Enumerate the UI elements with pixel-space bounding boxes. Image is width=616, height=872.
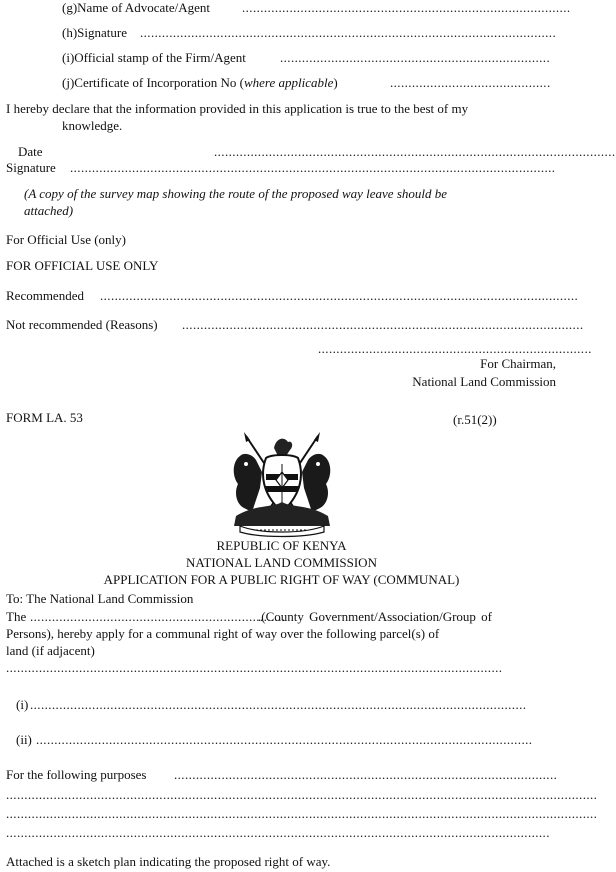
survey-map-note-line-1: (A copy of the survey map showing the route of the proposed way leave should be — [24, 186, 448, 201]
parcel-item-ii-line: ........................................................................................................................................ — [36, 732, 533, 747]
applicant-type-text: .(County Government/Association/Group of — [258, 609, 492, 624]
declaration-line-2: knowledge. — [62, 118, 123, 133]
parcel-line: ........................................................................................................................................ — [6, 660, 503, 675]
signature-label: Signature — [6, 160, 56, 175]
recommended-label: Recommended — [6, 288, 84, 303]
official-use-heading: FOR OFFICIAL USE ONLY — [6, 258, 159, 273]
not-recommended-line: .............................................................................................................. — [182, 317, 584, 332]
field-advocate-name-label: (g)Name of Advocate/Agent — [62, 0, 211, 15]
commission-heading: NATIONAL LAND COMMISSION — [186, 555, 377, 570]
republic-heading: REPUBLIC OF KENYA — [216, 538, 347, 553]
application-title: APPLICATION FOR A PUBLIC RIGHT OF WAY (COMMUNAL) — [103, 572, 460, 587]
applicant-label: The — [6, 609, 27, 624]
declaration-line-1: I hereby declare that the information provided in this application is true to the best of my — [6, 101, 469, 116]
parcel-item-i-label: (i) — [16, 697, 29, 712]
purposes-line-2: .................................................................................................................................................................. — [6, 787, 598, 802]
chairman-signature-line: ........................................................................... — [318, 341, 592, 356]
field-signature-line: .................................................................................................................. — [140, 25, 557, 40]
field-official-stamp-line: .......................................................................... — [280, 50, 551, 65]
parcel-item-ii-label: (ii) — [16, 732, 32, 747]
applicant-name-line: ...................................................................... — [30, 609, 286, 624]
purposes-line-4: ..................................................................................................................................................... — [6, 825, 550, 840]
signature-line: ..................................................................................................................................... — [70, 160, 556, 175]
coat-of-arms-emblem — [226, 428, 338, 536]
parcel-item-i-line: ........................................................................................................................................ — [30, 697, 527, 712]
field-certificate-line: ............................................ — [390, 75, 551, 90]
date-line: .............................................................................................................. — [214, 144, 616, 159]
for-chairman-label: For Chairman, — [480, 356, 556, 371]
official-use-label: For Official Use (only) — [6, 232, 126, 247]
application-body-line-2: Persons), hereby apply for a communal right of way over the following parcel(s) of — [6, 626, 440, 641]
sketch-plan-note: Attached is a sketch plan indicating the proposed right of way. — [6, 854, 331, 869]
application-body-line-3: land (if adjacent) — [6, 643, 95, 658]
not-recommended-label: Not recommended (Reasons) — [6, 317, 158, 332]
purposes-label: For the following purposes — [6, 767, 147, 782]
addressee-line: To: The National Land Commission — [6, 591, 194, 606]
field-certificate-label: (j)Certificate of Incorporation No (where applicable) — [62, 75, 338, 90]
recommended-line: ................................................................................................................................... — [100, 288, 579, 303]
field-signature-label: (h)Signature — [62, 25, 127, 40]
survey-map-note-line-2: attached) — [24, 203, 74, 218]
field-official-stamp-label: (i)Official stamp of the Firm/Agent — [62, 50, 246, 65]
purposes-line-3: .................................................................................................................................................................. — [6, 806, 598, 821]
date-label: Date — [18, 144, 43, 159]
form-number: FORM LA. 53 — [6, 410, 83, 425]
form-rule-reference: (r.51(2)) — [453, 412, 497, 427]
field-advocate-name-line: .......................................................................................... — [242, 0, 571, 15]
national-land-commission-label: National Land Commission — [412, 374, 556, 389]
purposes-line-1: ......................................................................................................... — [174, 767, 558, 782]
